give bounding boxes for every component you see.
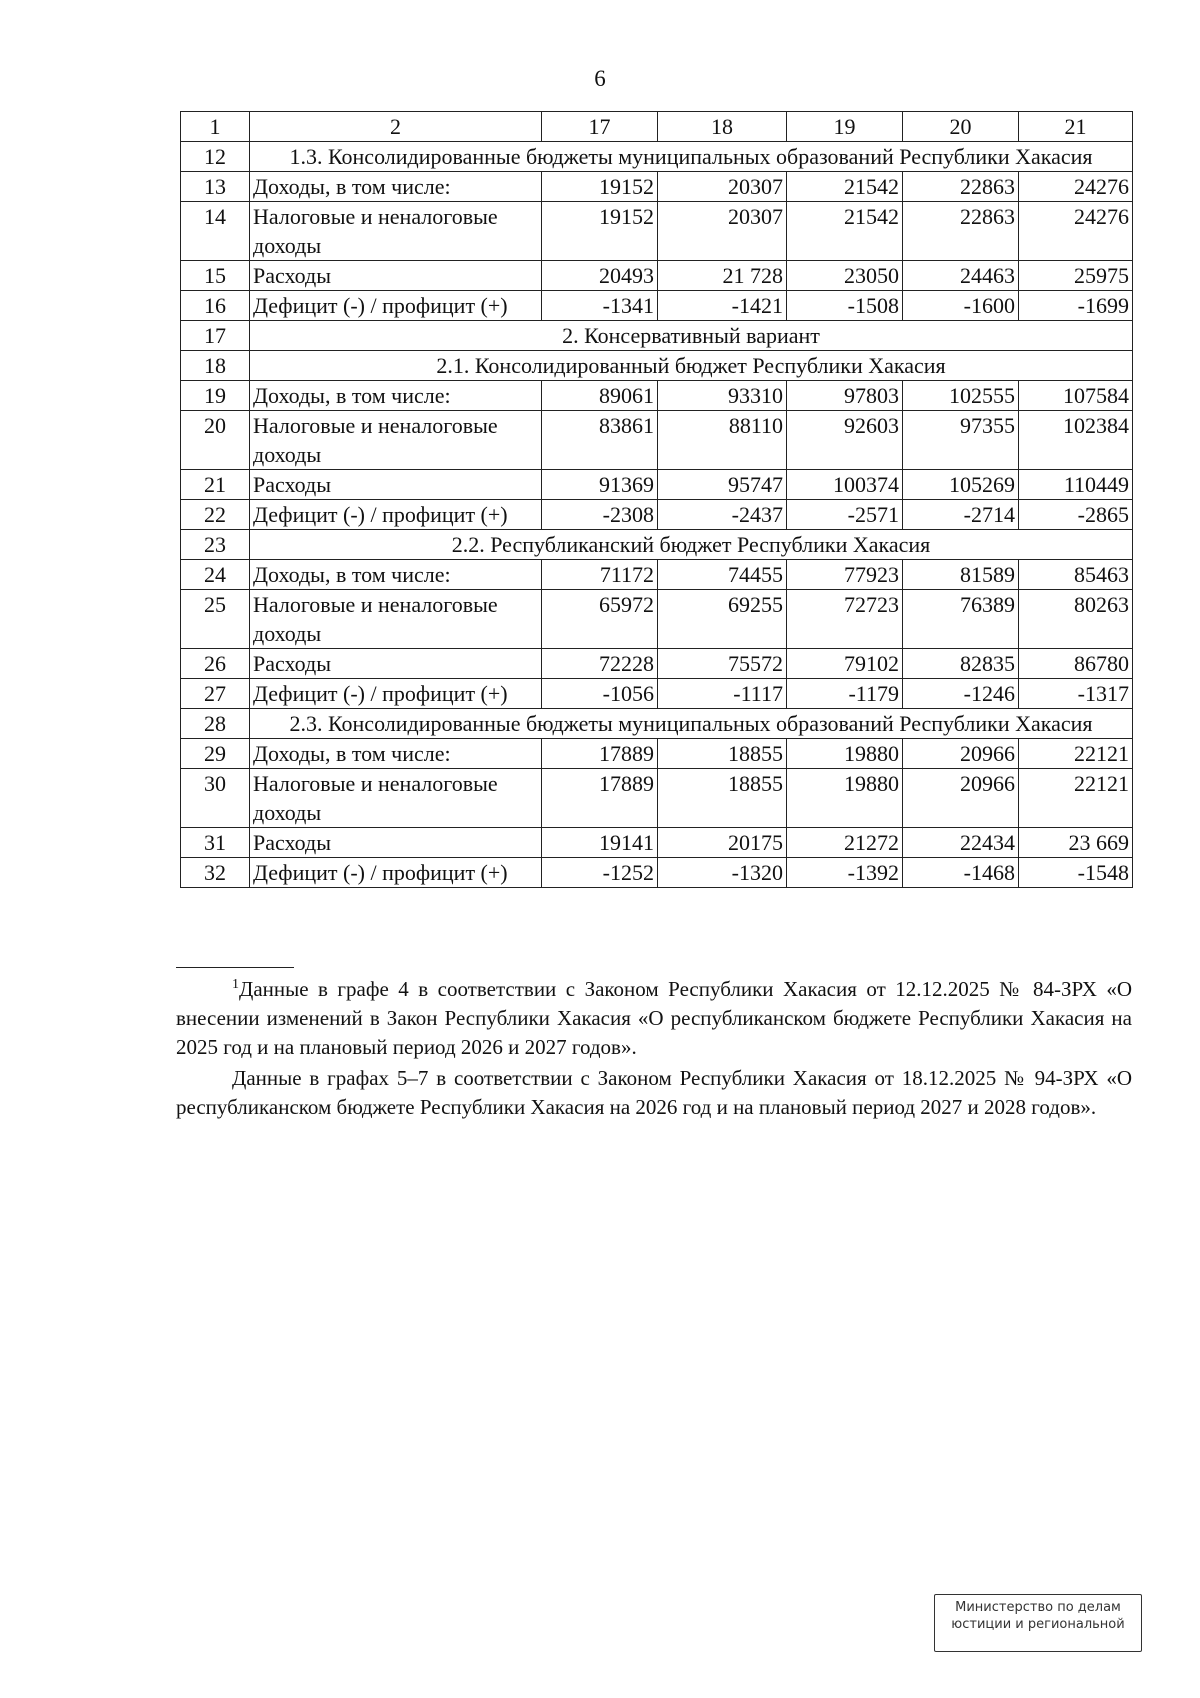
row-label: Налоговые и неналоговые доходы: [250, 411, 542, 470]
value-cell: 92603: [787, 411, 903, 470]
table-row: [181, 411, 1133, 470]
section-row: [181, 142, 1133, 172]
value-cell: 95747: [658, 470, 787, 500]
row-number: 28: [181, 709, 250, 739]
row-number: 17: [181, 321, 250, 351]
value-cell: -2308: [542, 500, 658, 530]
section-title: 2.3. Консолидированные бюджеты муниципальных образований Республики Хакасия: [250, 709, 1133, 739]
section-row: [181, 351, 1133, 381]
value-cell: 24276: [1019, 202, 1133, 261]
row-label: Дефицит (-) / профицит (+): [250, 679, 542, 709]
section-title: 2. Консервативный вариант: [250, 321, 1133, 351]
row-label: Дефицит (-) / профицит (+): [250, 291, 542, 321]
row-number: 18: [181, 351, 250, 381]
value-cell: 102555: [903, 381, 1019, 411]
row-number: 30: [181, 769, 250, 828]
table-row: [181, 261, 1133, 291]
section-title: 1.3. Консолидированные бюджеты муниципальных образований Республики Хакасия: [250, 142, 1133, 172]
table-row: [181, 500, 1133, 530]
value-cell: 88110: [658, 411, 787, 470]
value-cell: 74455: [658, 560, 787, 590]
value-cell: 79102: [787, 649, 903, 679]
column-header: 1: [181, 112, 250, 142]
value-cell: 20307: [658, 172, 787, 202]
value-cell: -1252: [542, 858, 658, 888]
section-title: 2.2. Республиканский бюджет Республики Хакасия: [250, 530, 1133, 560]
value-cell: 72228: [542, 649, 658, 679]
value-cell: -1548: [1019, 858, 1133, 888]
value-cell: 22121: [1019, 769, 1133, 828]
row-number: 32: [181, 858, 250, 888]
table-row: [181, 172, 1133, 202]
value-cell: 81589: [903, 560, 1019, 590]
value-cell: 23050: [787, 261, 903, 291]
value-cell: 89061: [542, 381, 658, 411]
row-label: Налоговые и неналоговые доходы: [250, 590, 542, 649]
value-cell: -1179: [787, 679, 903, 709]
value-cell: 110449: [1019, 470, 1133, 500]
row-number: 15: [181, 261, 250, 291]
value-cell: -1246: [903, 679, 1019, 709]
value-cell: 107584: [1019, 381, 1133, 411]
value-cell: 105269: [903, 470, 1019, 500]
value-cell: -1508: [787, 291, 903, 321]
row-number: 21: [181, 470, 250, 500]
row-label: Налоговые и неналоговые доходы: [250, 202, 542, 261]
value-cell: 91369: [542, 470, 658, 500]
value-cell: -1468: [903, 858, 1019, 888]
section-row: [181, 321, 1133, 351]
table-row: [181, 858, 1133, 888]
table-row: [181, 649, 1133, 679]
row-label: Дефицит (-) / профицит (+): [250, 500, 542, 530]
page-number: 6: [594, 66, 606, 91]
value-cell: 20966: [903, 739, 1019, 769]
column-header: 19: [787, 112, 903, 142]
value-cell: 21 728: [658, 261, 787, 291]
value-cell: -1421: [658, 291, 787, 321]
table-row: [181, 739, 1133, 769]
row-number: 23: [181, 530, 250, 560]
footnote-1: [176, 975, 1132, 1062]
value-cell: -2571: [787, 500, 903, 530]
table-row: [181, 828, 1133, 858]
value-cell: 86780: [1019, 649, 1133, 679]
row-number: 29: [181, 739, 250, 769]
table-row: [181, 470, 1133, 500]
row-number: 27: [181, 679, 250, 709]
value-cell: 102384: [1019, 411, 1133, 470]
table-row: [181, 381, 1133, 411]
row-number: 20: [181, 411, 250, 470]
column-header: 17: [542, 112, 658, 142]
value-cell: 17889: [542, 769, 658, 828]
table-row: [181, 291, 1133, 321]
row-label: Расходы: [250, 261, 542, 291]
row-number: 31: [181, 828, 250, 858]
row-number: 19: [181, 381, 250, 411]
value-cell: 20175: [658, 828, 787, 858]
value-cell: 93310: [658, 381, 787, 411]
value-cell: -1341: [542, 291, 658, 321]
value-cell: 21272: [787, 828, 903, 858]
value-cell: 17889: [542, 739, 658, 769]
row-label: Доходы, в том числе:: [250, 172, 542, 202]
value-cell: 22434: [903, 828, 1019, 858]
footnote-1-text: Данные в графе 4 в соответствии с Законом Республики Хакасия от 12.12.2025 № 84-ЗРХ «О внесении изменений в Закон Республики Хакасия «О республиканском бюджете Республики Хакасия на 2025 год и на плановый период 2026 и 2027 годов».: [176, 977, 1132, 1059]
footnote-2: Данные в графах 5–7 в соответствии с Законом Республики Хакасия от 18.12.2025 № 94-ЗРХ «О республиканском бюджете Республики Хакасия на 2026 год и на плановый период 2027 и 2028 годов».: [176, 1066, 1132, 1119]
row-number: 14: [181, 202, 250, 261]
value-cell: -1320: [658, 858, 787, 888]
table-row: [181, 202, 1133, 261]
value-cell: 19152: [542, 172, 658, 202]
ministry-stamp: [934, 1594, 1142, 1652]
value-cell: 80263: [1019, 590, 1133, 649]
table-row: [181, 769, 1133, 828]
value-cell: -2714: [903, 500, 1019, 530]
value-cell: 83861: [542, 411, 658, 470]
value-cell: 24463: [903, 261, 1019, 291]
budget-table: [180, 111, 1133, 888]
value-cell: 77923: [787, 560, 903, 590]
footnote-mark: 1: [232, 977, 239, 992]
value-cell: 19152: [542, 202, 658, 261]
value-cell: 76389: [903, 590, 1019, 649]
row-label: Налоговые и неналоговые доходы: [250, 769, 542, 828]
section-row: [181, 709, 1133, 739]
row-label: Расходы: [250, 470, 542, 500]
value-cell: 19880: [787, 739, 903, 769]
value-cell: -1699: [1019, 291, 1133, 321]
value-cell: 69255: [658, 590, 787, 649]
value-cell: 82835: [903, 649, 1019, 679]
stamp-line-2: юстиции и региональной: [951, 1617, 1125, 1632]
row-number: 12: [181, 142, 250, 172]
value-cell: 20493: [542, 261, 658, 291]
value-cell: 22121: [1019, 739, 1133, 769]
value-cell: 71172: [542, 560, 658, 590]
column-header: 2: [250, 112, 542, 142]
row-label: Дефицит (-) / профицит (+): [250, 858, 542, 888]
row-number: 25: [181, 590, 250, 649]
section-title: 2.1. Консолидированный бюджет Республики Хакасия: [250, 351, 1133, 381]
value-cell: 20966: [903, 769, 1019, 828]
row-label: Расходы: [250, 649, 542, 679]
row-number: 16: [181, 291, 250, 321]
value-cell: 24276: [1019, 172, 1133, 202]
value-cell: 23 669: [1019, 828, 1133, 858]
value-cell: 21542: [787, 202, 903, 261]
value-cell: 19880: [787, 769, 903, 828]
value-cell: 72723: [787, 590, 903, 649]
value-cell: 22863: [903, 202, 1019, 261]
value-cell: 18855: [658, 739, 787, 769]
value-cell: -1056: [542, 679, 658, 709]
value-cell: 22863: [903, 172, 1019, 202]
column-header: 20: [903, 112, 1019, 142]
row-number: 13: [181, 172, 250, 202]
table-row: [181, 679, 1133, 709]
value-cell: -1392: [787, 858, 903, 888]
stamp-line-1: Министерство по делам: [955, 1600, 1121, 1615]
row-number: 24: [181, 560, 250, 590]
value-cell: 18855: [658, 769, 787, 828]
value-cell: 100374: [787, 470, 903, 500]
value-cell: 20307: [658, 202, 787, 261]
value-cell: 97803: [787, 381, 903, 411]
column-header: 21: [1019, 112, 1133, 142]
row-number: 22: [181, 500, 250, 530]
row-label: Доходы, в том числе:: [250, 381, 542, 411]
value-cell: -1600: [903, 291, 1019, 321]
value-cell: 65972: [542, 590, 658, 649]
row-label: Доходы, в том числе:: [250, 739, 542, 769]
value-cell: 19141: [542, 828, 658, 858]
value-cell: 21542: [787, 172, 903, 202]
value-cell: -2437: [658, 500, 787, 530]
table-row: [181, 560, 1133, 590]
value-cell: 97355: [903, 411, 1019, 470]
row-label: Доходы, в том числе:: [250, 560, 542, 590]
row-label: Расходы: [250, 828, 542, 858]
table-header-row: [181, 112, 1133, 142]
value-cell: -1117: [658, 679, 787, 709]
value-cell: 75572: [658, 649, 787, 679]
value-cell: 85463: [1019, 560, 1133, 590]
footnote-divider: [176, 967, 294, 968]
value-cell: 25975: [1019, 261, 1133, 291]
section-row: [181, 530, 1133, 560]
table-row: [181, 590, 1133, 649]
column-header: 18: [658, 112, 787, 142]
value-cell: -2865: [1019, 500, 1133, 530]
value-cell: -1317: [1019, 679, 1133, 709]
row-number: 26: [181, 649, 250, 679]
